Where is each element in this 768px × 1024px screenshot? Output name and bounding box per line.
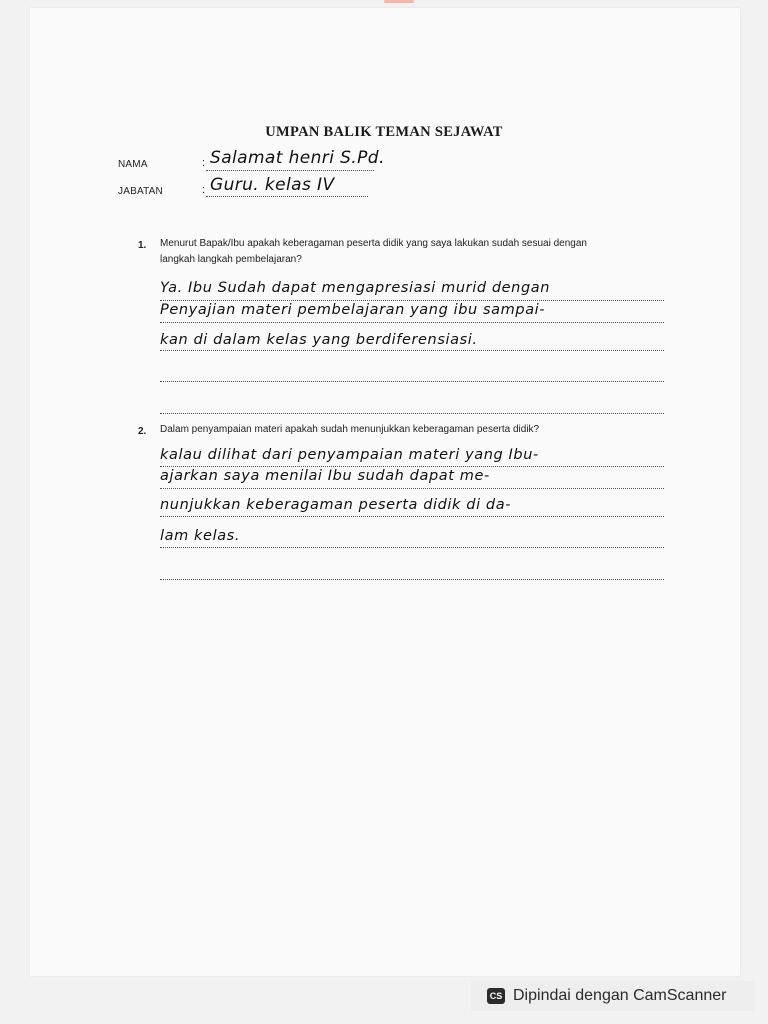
position-value: Guru. kelas IV [210,175,335,195]
question-2-text: Dalam penyampaian materi apakah sudah menunjukkan keberagaman peserta didik? [160,424,540,435]
camscanner-text: Dipindai dengan CamScanner [513,987,727,1004]
answer-2-line-3: nunjukkan keberagaman peserta didik di da- [160,497,512,513]
answer-1-line-3: kan di dalam kelas yang berdiferensiasi. [160,332,478,348]
answer-1-line-1: Ya. Ibu Sudah dapat mengapresiasi murid dengan [160,280,551,296]
answer-1-dotted-line-2 [160,322,664,323]
answer-2-dotted-line-1 [160,466,664,467]
scanned-page [30,8,740,976]
position-label: JABATAN [118,186,163,197]
answer-2-line-1: kalau dilihat dari penyampaian materi yang Ibu- [160,447,539,463]
name-value: Salamat henri S.Pd. [210,148,385,168]
answer-2-dotted-line-5 [160,579,664,580]
question-1-number: 1. [138,240,147,251]
answer-2-line-4: lam kelas. [160,528,241,544]
position-dotted-line [206,196,368,197]
name-colon: : [202,157,206,169]
answer-1-line-2: Penyajian materi pembelajaran yang ibu sampai- [160,302,546,318]
question-2-number: 2. [138,426,147,437]
document-title: UMPAN BALIK TEMAN SEJAWAT [265,124,503,140]
name-label: NAMA [118,159,148,170]
answer-2-dotted-line-3 [160,516,664,517]
answer-1-dotted-line-3 [160,350,664,351]
answer-2-dotted-line-2 [160,488,664,489]
scan-edge-mark [384,0,414,3]
camscanner-logo-icon: CS [487,988,505,1004]
answer-1-dotted-line-5 [160,413,664,414]
camscanner-badge [471,981,755,1011]
name-dotted-line [206,170,374,171]
answer-1-dotted-line-1 [160,300,664,301]
position-colon: : [202,184,206,196]
answer-1-dotted-line-4 [160,381,664,382]
answer-2-line-2: ajarkan saya menilai Ibu sudah dapat me- [160,468,490,484]
question-1-text-line-2: langkah langkah pembelajaran? [160,254,302,265]
question-1-text-line-1: Menurut Bapak/Ibu apakah keberagaman peserta didik yang saya lakukan sudah sesuai dengan [160,238,587,249]
answer-2-dotted-line-4 [160,547,664,548]
